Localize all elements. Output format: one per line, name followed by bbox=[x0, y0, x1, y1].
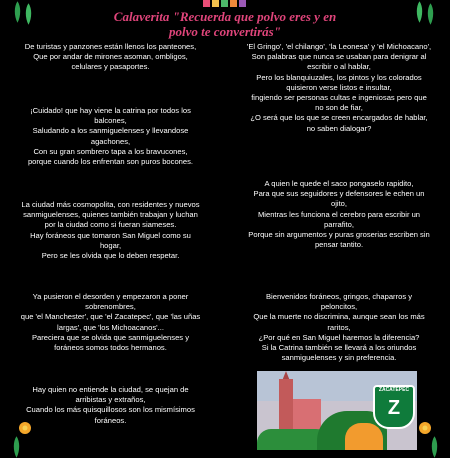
banner-flag bbox=[203, 0, 210, 7]
verse-line: Son palabras que nunca se usaban para denigrar al bbox=[251, 52, 427, 62]
verse-line: no saben dialogar? bbox=[306, 123, 372, 133]
shield-label: ZACATEPEC bbox=[378, 387, 410, 393]
verse-line: foráneos. bbox=[94, 415, 127, 425]
verse-line: Si la Catrina también se llevará a los oriundos bbox=[261, 343, 417, 353]
zacatepec-poster-image bbox=[257, 371, 417, 450]
banner-flag bbox=[221, 0, 228, 7]
verse-line: Pero se les olvida que lo deben respetar. bbox=[41, 251, 180, 261]
verse-line: Con su gran sombrero tapa a los bravucones, bbox=[33, 146, 188, 156]
leaf-icon bbox=[415, 1, 424, 23]
verse-line: balcones, bbox=[94, 116, 127, 126]
verse-line: ojito, bbox=[330, 199, 348, 209]
banner-flag bbox=[230, 0, 237, 7]
verse-line: escribir o al hablar, bbox=[307, 62, 371, 72]
verse-line: sobrenombres, bbox=[85, 302, 136, 312]
banner-flag bbox=[212, 0, 219, 7]
stanza-right-2 bbox=[236, 179, 442, 250]
verse-line: celulares y pasaportes. bbox=[71, 62, 150, 72]
verse-line: pensar tantito. bbox=[314, 240, 364, 250]
stanza-left-4 bbox=[8, 292, 213, 353]
verse-line: Pero los blanquiuzales, los pintos y los colorados bbox=[256, 72, 422, 82]
verse-line: Mientras les funciona el cerebro para escribir un bbox=[257, 209, 421, 219]
verse-line: que 'el Manchester', que 'el Zacatepec', que 'las uñas bbox=[20, 312, 201, 322]
stanza-left-5 bbox=[8, 385, 213, 426]
stanza-left-3 bbox=[8, 200, 213, 261]
papel-picado-banner bbox=[201, 0, 249, 8]
verse-line: ¿O será que los que se creen encargados de hablar, bbox=[250, 113, 428, 123]
verse-line: ¿Por qué en San Miguel haremos la diferencia? bbox=[258, 332, 420, 342]
verse-line: Que la muerte no discrimina, aunque sean los más bbox=[253, 312, 425, 322]
verse-line: quisieron verse listos e insultar, bbox=[286, 82, 392, 92]
verse-line: fingiendo ser personas cultas e ingeniosas pero que bbox=[251, 93, 427, 103]
title-line-1: Calaverita "Recuerda que polvo eres y en bbox=[113, 9, 337, 24]
verse-line: La ciudad más cosmopolita, con residentes y nuevos bbox=[21, 200, 200, 209]
verse-line: hogar, bbox=[99, 240, 122, 250]
marigold-flower-icon bbox=[418, 421, 432, 435]
leaf-icon bbox=[24, 3, 33, 25]
verse-line: Saludando a los sanmiguelenses y llevandose bbox=[32, 126, 189, 136]
verse-line: 'El Gringo', 'el chilango', 'la Leonesa' y 'el Michoacano', bbox=[246, 42, 432, 51]
page-title bbox=[60, 9, 390, 39]
verse-line: por la ciudad como si fueran siameses. bbox=[44, 220, 177, 230]
verse-line: sanmiguelenses y sin preferencia. bbox=[281, 353, 397, 363]
leaf-icon bbox=[13, 1, 22, 23]
verse-line: ¡Cuidado! que hay viene la catrina por todos los bbox=[30, 106, 191, 115]
verse-line: peloncitos, bbox=[320, 302, 358, 312]
verse-line: parrafito, bbox=[324, 219, 354, 229]
verse-line: arribistas y extraños, bbox=[75, 395, 146, 405]
verse-line: foráneos somos todos hermanos. bbox=[54, 343, 167, 353]
verse-line: no son de fiar, bbox=[315, 103, 363, 113]
leaf-icon bbox=[12, 436, 21, 458]
shield-letter: Z bbox=[387, 397, 401, 419]
verse-line: largas', que 'los Michoacanos'... bbox=[57, 322, 164, 332]
verse-line: Hay quien no entiende la ciudad, se quejan de bbox=[32, 385, 189, 394]
verse-line: porque cuando los enfrentan son puros bocones. bbox=[27, 157, 194, 167]
verse-line: sanmiguelenses, quienes también trabajan y luchan bbox=[23, 210, 198, 220]
leaf-icon bbox=[426, 3, 435, 25]
verse-line: agachones, bbox=[90, 136, 131, 146]
leaf-icon bbox=[430, 436, 439, 458]
verse-line: Ya pusieron el desorden y empezaron a poner bbox=[32, 292, 189, 301]
verse-line: raritos, bbox=[327, 322, 351, 332]
verse-line: De turistas y panzones están llenos los panteones, bbox=[24, 42, 197, 51]
stanza-left-1 bbox=[8, 42, 213, 73]
verse-line: Bienvenidos foráneos, gringos, chaparros y bbox=[265, 292, 413, 301]
verse-line: Para que sus seguidores y defensores le echen un bbox=[253, 189, 425, 199]
stanza-left-2 bbox=[8, 106, 213, 167]
title-line-2: polvo te convertirás" bbox=[169, 24, 281, 39]
orange-shape bbox=[345, 423, 383, 450]
verse-line: A quien le quede el saco pongaselo rapidito, bbox=[264, 179, 414, 188]
marigold-flower-icon bbox=[18, 421, 32, 435]
verse-line: Cuando los más quisquillosos son los mismísimos bbox=[26, 405, 195, 415]
verse-line: Hay foráneos que tomaron San Miguel como su bbox=[30, 230, 191, 240]
stanza-right-1 bbox=[236, 42, 442, 134]
banner-flag bbox=[239, 0, 246, 7]
verse-line: Porque sin argumentos y puras groserias escriben sin bbox=[248, 230, 430, 240]
verse-line: Pareciera que se olvida que sanmiguelenses y bbox=[31, 332, 190, 342]
verse-line: Que por andar de mirones asoman, ombligos, bbox=[33, 52, 188, 62]
stanza-right-3 bbox=[236, 292, 442, 363]
